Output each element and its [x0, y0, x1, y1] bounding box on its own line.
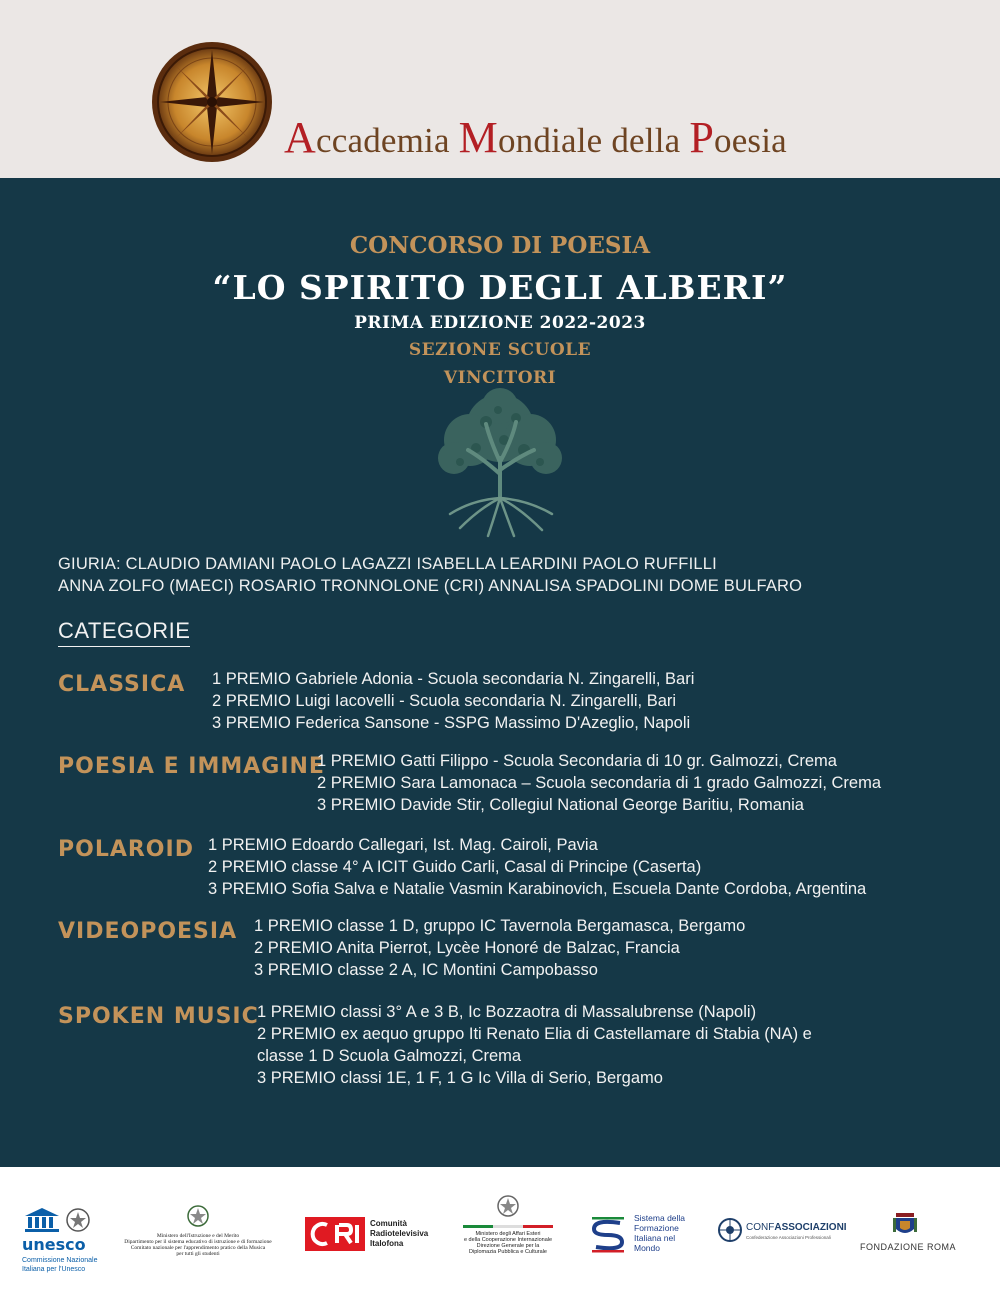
unesco-logo — [22, 1207, 132, 1277]
polaroid-prizes — [208, 834, 866, 900]
prize-line: 2 PREMIO classe 4° A ICIT Guido Carli, Casal di Principe (Caserta) — [208, 858, 702, 876]
ministero-line-4: per tutti gli studenti — [176, 1251, 220, 1258]
winners-heading: VINCITORI — [443, 368, 557, 388]
prize-line: 2 PREMIO Luigi Iacovelli - Scuola secondaria N. Zingarelli, Bari — [212, 692, 677, 710]
prize-line: 1 PREMIO classe 1 D, gruppo IC Tavernola Bergamasca, Bergamo — [254, 917, 746, 935]
sistema-line-1: Sistema della — [634, 1213, 686, 1223]
prize-line: 2 PREMIO ex aequo gruppo Iti Renato Elia di Castellamare di Stabia (NA) e — [257, 1025, 812, 1043]
cri-line-2: Radiotelevisiva — [370, 1229, 429, 1238]
fondazione-roma-text: FONDAZIONE ROMA — [860, 1242, 957, 1252]
italian-emblem-icon — [496, 1193, 520, 1219]
confassociazioni-logo — [717, 1215, 847, 1249]
prize-line: 3 PREMIO classi 1E, 1 F, 1 G Ic Villa di Serio, Bergamo — [257, 1069, 663, 1087]
prize-line: 2 PREMIO Anita Pierrot, Lycèe Honoré de Balzac, Francia — [254, 939, 680, 957]
fondazione-crest-icon — [890, 1209, 920, 1239]
unesco-temple-icon — [24, 1207, 60, 1233]
maeci-line-1: Ministero degli Affari Esteri — [475, 1231, 541, 1237]
prize-line: 3 PREMIO Federica Sansone - SSPG Massimo D'Azeglio, Napoli — [212, 714, 691, 732]
unesco-sub-2: Italiana per l'Unesco — [22, 1266, 86, 1273]
maeci-line-4: Diplomazia Pubblica e Culturale — [469, 1249, 547, 1256]
confassociazioni-globe-icon — [717, 1217, 743, 1243]
title-cap-m: M — [458, 113, 498, 162]
sistema-line-3: Italiana nel — [634, 1233, 676, 1243]
section: SEZIONE SCUOLE — [408, 340, 592, 360]
sistema-formazione-logo — [588, 1213, 698, 1259]
flag-stripe-icon — [463, 1225, 553, 1228]
prize-line: 1 PREMIO Gatti Filippo - Scuola Secondaria di 10 gr. Galmozzi, Crema — [317, 752, 837, 770]
ministero-line-1: Ministero dell'Istruzione e del Merito — [156, 1233, 240, 1239]
spoken-music-prizes — [257, 1001, 812, 1089]
jury-line-1: GIURIA: CLAUDIO DAMIANI PAOLO LAGAZZI ISABELLA LEARDINI PAOLO RUFFILLI — [58, 555, 717, 573]
ministero-line-3: Comitato nazionale per l'apprendimento pratico della Musica — [130, 1245, 266, 1252]
sistema-line-2: Formazione — [634, 1223, 679, 1233]
classica-prizes — [212, 668, 694, 734]
prize-line: 3 PREMIO Sofia Salva e Natalie Vasmin Karabinovich, Escuela Dante Cordoba, Argentina — [208, 880, 867, 898]
prize-line: 1 PREMIO classi 3° A e 3 B, Ic Bozzaotra di Massalubrense (Napoli) — [257, 1003, 757, 1021]
header — [0, 0, 1000, 178]
cri-line-3: Italofona — [370, 1239, 404, 1248]
category-polaroid: POLAROID — [58, 837, 194, 862]
maeci-line-2: e della Cooperazione Internazionale — [463, 1237, 553, 1244]
maeci-line-3: Direzione Generale per la — [476, 1243, 540, 1250]
confassociazioni-wordmark — [746, 1222, 847, 1233]
title-cap-a: A — [284, 113, 316, 162]
associazioni-part: ASSOCIAZIONI — [774, 1222, 847, 1233]
prize-line: 3 PREMIO classe 2 A, IC Montini Campobasso — [254, 961, 598, 979]
italian-emblem-icon — [186, 1203, 210, 1229]
edition: PRIMA EDIZIONE 2022-2023 — [354, 313, 646, 333]
poesia-e-immagine-prizes — [317, 750, 881, 816]
prize-line: 2 PREMIO Sara Lamonaca – Scuola secondaria di 1 grado Galmozzi, Crema — [317, 774, 882, 792]
sistema-line-4: Mondo — [634, 1243, 660, 1253]
contest-title: “LO SPIRITO DEGLI ALBERI” — [212, 268, 788, 307]
categories-heading: CATEGORIE — [58, 618, 190, 647]
sponsor-logos — [0, 1167, 1000, 1300]
title-rest-p: oesia — [714, 121, 787, 160]
title-rest-a: ccademia — [315, 121, 459, 160]
unesco-wordmark: unesco — [22, 1235, 86, 1254]
title-rest-m: ondiale della — [497, 121, 690, 160]
academy-title — [284, 112, 787, 163]
emblem-icon — [66, 1207, 90, 1233]
prize-line: 1 PREMIO Edoardo Callegari, Ist. Mag. Cairoli, Pavia — [208, 836, 598, 854]
unesco-sub-1: Commissione Nazionale — [22, 1257, 98, 1264]
cri-mark-icon — [305, 1217, 365, 1251]
category-classica: CLASSICA — [58, 672, 186, 697]
fondazione-roma-logo — [860, 1209, 957, 1259]
tree-icon — [420, 388, 580, 538]
ministero-istruzione-logo — [118, 1203, 278, 1273]
category-spoken-music: SPOKEN MUSIC — [58, 1004, 259, 1029]
category-videopoesia: VIDEOPOESIA — [58, 919, 238, 944]
prize-line: classe 1 D Scuola Galmozzi, Crema — [257, 1047, 522, 1065]
ministero-line-2: Dipartimento per il sistema educativo di istruzione e di formazione — [124, 1239, 272, 1246]
title-cap-p: P — [689, 113, 714, 162]
sistema-s-icon — [588, 1215, 628, 1255]
cri-line-1: Comunità — [370, 1219, 407, 1228]
prize-line: 3 PREMIO Davide Stir, Collegiul National George Baritiu, Romania — [317, 796, 804, 814]
maeci-logo — [458, 1193, 558, 1283]
conf-part: CONF — [746, 1222, 775, 1233]
videopoesia-prizes — [254, 915, 745, 981]
main-panel — [0, 178, 1000, 1167]
category-poesia-e-immagine: POESIA E IMMAGINE — [58, 754, 325, 779]
jury-line-2: ANNA ZOLFO (MAECI) ROSARIO TRONNOLONE (CRI) ANNALISA SPADOLINI DOME BULFARO — [58, 577, 803, 595]
compass-rose-logo — [150, 40, 274, 164]
confassociazioni-sub: Confederazione Associazioni Professionali — [746, 1235, 831, 1240]
cri-logo — [305, 1217, 435, 1253]
prize-line: 1 PREMIO Gabriele Adonia - Scuola secondaria N. Zingarelli, Bari — [212, 670, 695, 688]
contest-label: CONCORSO DI POESIA — [349, 232, 651, 259]
